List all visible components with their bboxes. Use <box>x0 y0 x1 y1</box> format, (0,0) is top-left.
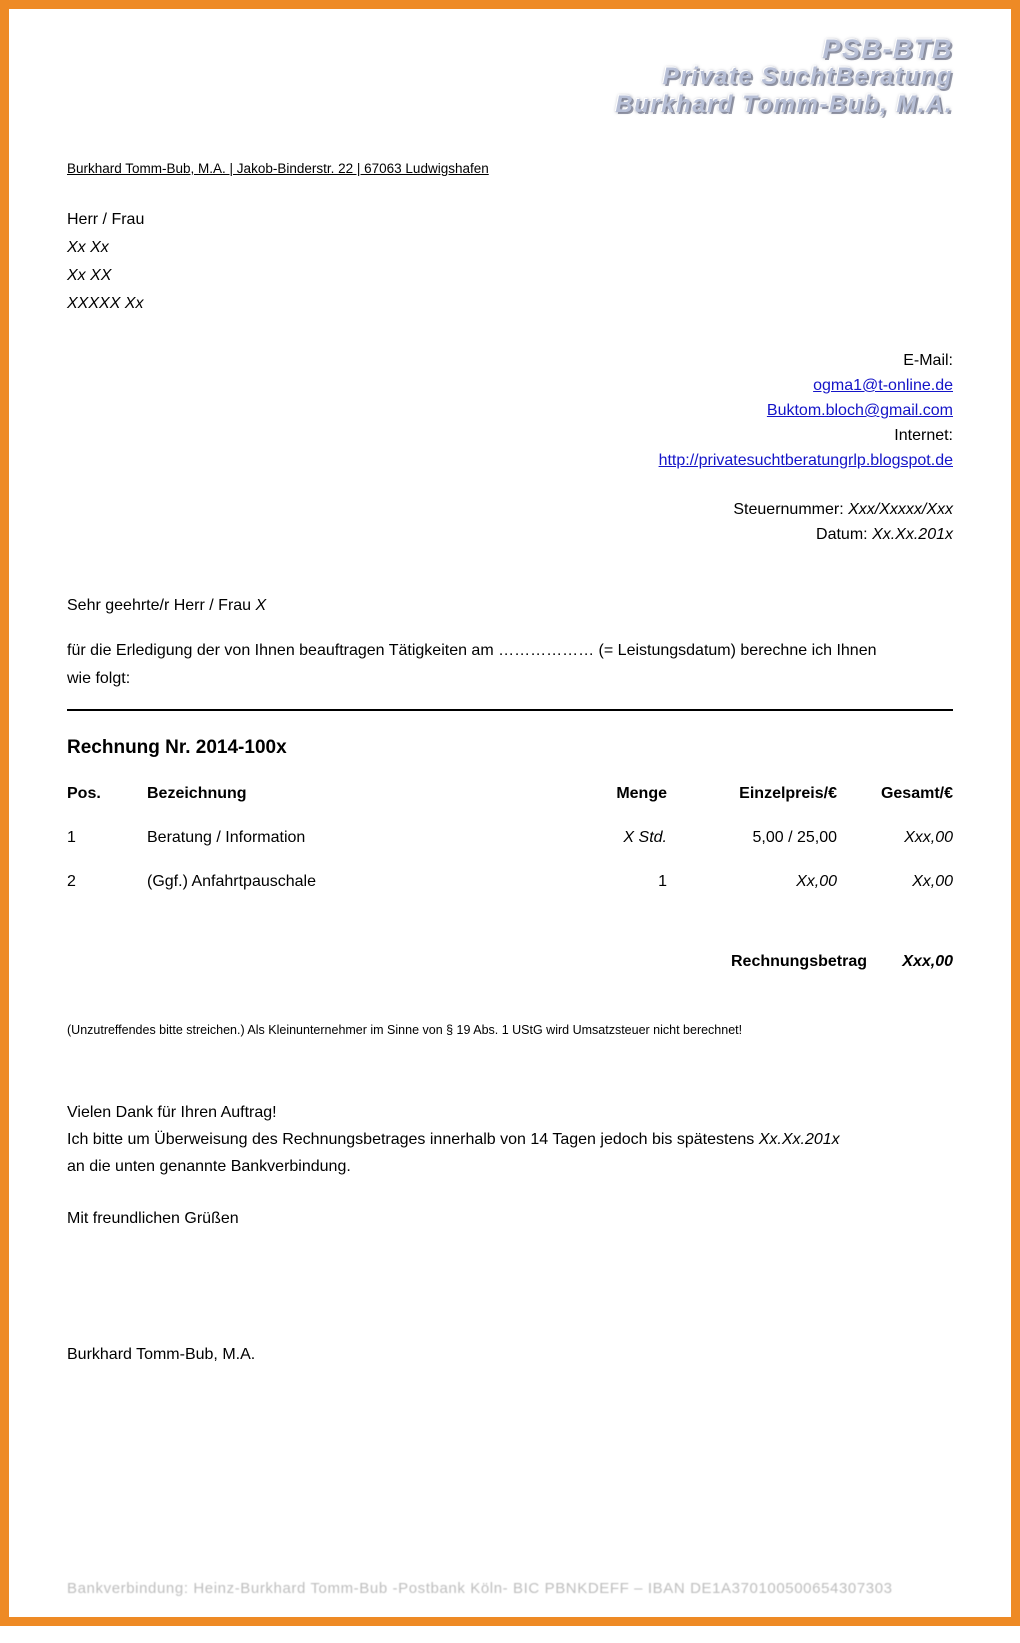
closing-paragraph <box>67 1099 953 1180</box>
greeting-text: Sehr geehrte/r Herr / Frau <box>67 597 256 614</box>
email-label: E-Mail: <box>903 352 953 369</box>
payment-line-2: an die unten genannte Bankverbindung. <box>67 1158 351 1175</box>
row-qty: X Std. <box>623 829 667 846</box>
table-row <box>67 847 953 891</box>
closing-salutation: Mit freundlichen Grüßen <box>67 1210 239 1227</box>
date-label: Datum: <box>816 526 868 543</box>
greeting-name: X <box>255 597 267 614</box>
col-header-unit-price: Einzelpreis/€ <box>739 785 837 802</box>
col-header-desc: Bezeichnung <box>147 785 247 802</box>
col-header-pos: Pos. <box>67 785 101 802</box>
invoice-total-row <box>67 953 953 971</box>
logo-line-1: PSB-BTB <box>822 34 953 64</box>
internet-label: Internet: <box>894 427 953 444</box>
separator-rule <box>67 709 953 711</box>
recipient-line-3: XXXXX Xx <box>67 295 144 312</box>
row-unit-price: Xx,00 <box>796 873 837 890</box>
small-print-note: (Unzutreffendes bitte streichen.) Als Kleinunternehmer im Sinne von § 19 Abs. 1 UStG wird Umsatzsteuer nicht berechnet! <box>67 1023 743 1037</box>
table-row <box>67 803 953 847</box>
row-unit-price: 5,00 / 25,00 <box>752 829 837 846</box>
row-pos: 1 <box>67 829 76 846</box>
email-link-2[interactable]: Buktom.bloch@gmail.com <box>766 402 953 419</box>
payment-date: Xx.Xx.201x <box>758 1131 840 1148</box>
total-value: Xxx,00 <box>902 953 953 970</box>
email-link-1[interactable]: ogma1@t-online.de <box>813 377 953 394</box>
row-desc: (Ggf.) Anfahrtpauschale <box>147 873 316 890</box>
contact-block <box>67 348 953 473</box>
recipient-salutation: Herr / Frau <box>67 211 145 228</box>
payment-line-1 <box>67 1126 953 1153</box>
date-value: Xx.Xx.201x <box>872 526 953 543</box>
row-qty: 1 <box>658 873 667 890</box>
greeting-line <box>67 597 953 615</box>
signature-name: Burkhard Tomm-Bub, M.A. <box>67 1346 256 1363</box>
recipient-line-1: Xx Xx <box>67 239 109 256</box>
invoice-title: Rechnung Nr. 2014-100x <box>67 737 287 758</box>
recipient-address-block <box>67 206 953 318</box>
intro-line-2: wie folgt: <box>67 670 131 687</box>
payment-text: Ich bitte um Überweisung des Rechnungsbetrages innerhalb von 14 Tagen jedoch bis spätestens <box>67 1131 759 1148</box>
sender-address-line: Burkhard Tomm-Bub, M.A. | Jakob-Binderstr. 22 | 67063 Ludwigshafen <box>67 161 489 176</box>
tax-label: Steuernummer: <box>733 501 844 518</box>
col-header-total: Gesamt/€ <box>880 785 953 802</box>
meta-block <box>67 497 953 547</box>
col-header-qty: Menge <box>616 785 667 802</box>
tax-number-line <box>67 497 953 522</box>
website-link[interactable]: http://privatesuchtberatungrlp.blogspot.de <box>658 452 953 469</box>
row-total: Xxx,00 <box>904 829 953 846</box>
date-line <box>67 522 953 547</box>
logo-line-2: Private SuchtBeratung <box>662 63 953 90</box>
tax-value: Xxx/Xxxxx/Xxx <box>848 501 953 518</box>
invoice-table <box>67 785 953 891</box>
row-desc: Beratung / Information <box>147 829 306 846</box>
row-total: Xx,00 <box>912 873 953 890</box>
company-logo <box>67 35 953 119</box>
intro-line-1: für die Erledigung der von Ihnen beauftragen Tätigkeiten am ……………… (= Leistungsdatum) berechne ich Ihnen <box>67 642 877 659</box>
recipient-line-2: Xx XX <box>67 267 112 284</box>
logo-line-3: Burkhard Tomm-Bub, M.A. <box>615 91 953 118</box>
invoice-page <box>9 35 1011 1643</box>
intro-paragraph <box>67 637 953 693</box>
row-pos: 2 <box>67 873 76 890</box>
thanks-line: Vielen Dank für Ihren Auftrag! <box>67 1104 277 1121</box>
table-header-row <box>67 785 953 803</box>
bank-details-footer: Bankverbindung: Heinz-Burkhard Tomm-Bub -Postbank Köln- BIC PBNKDEFF – IBAN DE1A370100500654307303 <box>67 1580 893 1597</box>
total-label: Rechnungsbetrag <box>730 953 867 970</box>
